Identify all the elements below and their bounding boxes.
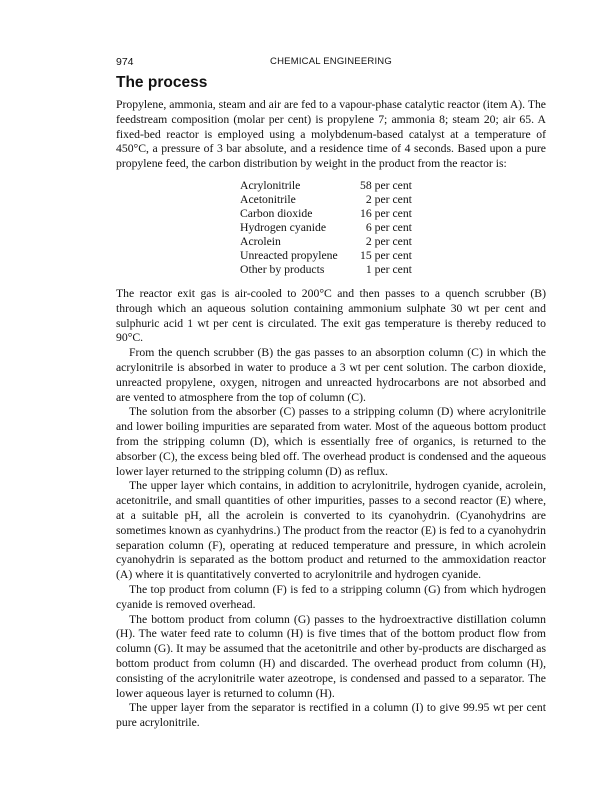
paragraph-cyanohydrin: The upper layer which contains, in addition to acrylonitrile, hydrogen cyanide, acrolein, acetonitrile, and small quantities of other impurities, passes to a second reactor (E) where, at a suitable pH, all the acrolein is converted to its cyanohydrin. (Cyanohydrins are sometimes known as cyanhydrins.) The product from the reactor (E) is fed to a cyanohydrin separation column (F), operating at reduced temperature and pressure, in which acrolein cyanohydrin is separated as the bottom product and returned to the ammoxidation reactor (A) where it is quantitatively converted to acrylonitrile and hydrogen cyanide. <box>116 479 546 582</box>
component-name: Hydrogen cyanide <box>240 220 327 234</box>
table-row <box>240 263 412 277</box>
component-value: 2 per cent <box>365 192 412 206</box>
paragraph-quench-scrubber: The reactor exit gas is air-cooled to 200°C and then passes to a quench scrubber (B) through which an aqueous solution containing ammonium sulphate 30 wt per cent and sulphuric acid 1 wt per cent is circulated. The exit gas temperature is thereby reduced to 90°C. <box>116 286 546 345</box>
carbon-distribution-table <box>240 179 412 277</box>
paragraph-stripping: The solution from the absorber (C) passes to a stripping column (D) where acrylonitrile and lower boiling impurities are separated from water. Most of the aqueous bottom product from the stripping column (D), which is essentially free of organics, is returned to the absorber (C), the excess being bled off. The overhead product is condensed and the aqueous lower layer returned to the stripping column (D) as reflux. <box>116 405 546 478</box>
table-row <box>240 235 412 249</box>
component-name: Carbon dioxide <box>240 206 313 220</box>
component-name: Acetonitrile <box>240 192 296 206</box>
table-row <box>240 249 412 263</box>
component-name: Acrylonitrile <box>240 178 301 192</box>
component-name: Acrolein <box>240 234 281 248</box>
table-row <box>240 221 412 235</box>
table-row <box>240 179 412 193</box>
component-value: 15 per cent <box>360 248 412 262</box>
component-value: 6 per cent <box>365 220 412 234</box>
component-name: Unreacted propylene <box>240 248 338 262</box>
component-value: 2 per cent <box>365 234 412 248</box>
component-value: 58 per cent <box>360 178 412 192</box>
component-name: Other by products <box>240 262 325 276</box>
component-value: 16 per cent <box>360 206 412 220</box>
paragraph-hcn-removal: The top product from column (F) is fed to a stripping column (G) from which hydrogen cyanide is removed overhead. <box>116 582 546 611</box>
page-number: 974 <box>116 56 134 68</box>
paragraph-absorption: From the quench scrubber (B) the gas passes to an absorption column (C) in which the acrylonitrile is absorbed in water to produce a 3 wt per cent solution. The carbon dioxide, unreacted propylene, oxygen, nitrogen and unreacted hydrocarbons are not absorbed and are vented to atmosphere from the top of column (C). <box>116 346 546 404</box>
body-text <box>116 98 546 731</box>
paragraph-hydroextractive: The bottom product from column (G) passes to the hydroextractive distillation column (H). The water feed rate to column (H) is five times that of the bottom product flow from column (G). It may be assumed that the acetonitrile and other by-products are discharged as bottom product from column (H) and discarded. The overhead product from column (H), consisting of the acrylonitrile water azeotrope, is condensed and passed to a separator. The lower aqueous layer is returned to column (H). <box>116 612 546 700</box>
table-row <box>240 193 412 207</box>
section-title: The process <box>116 74 208 91</box>
page-header <box>116 56 546 70</box>
intro-paragraph: Propylene, ammonia, steam and air are fed to a vapour-phase catalytic reactor (item A). The feedstream composition (molar per cent) is propylene 7; ammonia 8; steam 20; air 65. A fixed-bed reactor is employed using a molybdenum-based catalyst at a temperature of 450°C, a pressure of 3 bar absolute, and a residence time of 4 seconds. Based upon a pure propylene feed, the carbon distribution by weight in the product from the reactor is: <box>116 98 546 171</box>
paragraph-rectification: The upper layer from the separator is rectified in a column (I) to give 99.95 wt per cent pure acrylonitrile. <box>116 701 546 730</box>
component-value: 1 per cent <box>365 262 412 276</box>
table-row <box>240 207 412 221</box>
running-title: CHEMICAL ENGINEERING <box>270 56 392 67</box>
